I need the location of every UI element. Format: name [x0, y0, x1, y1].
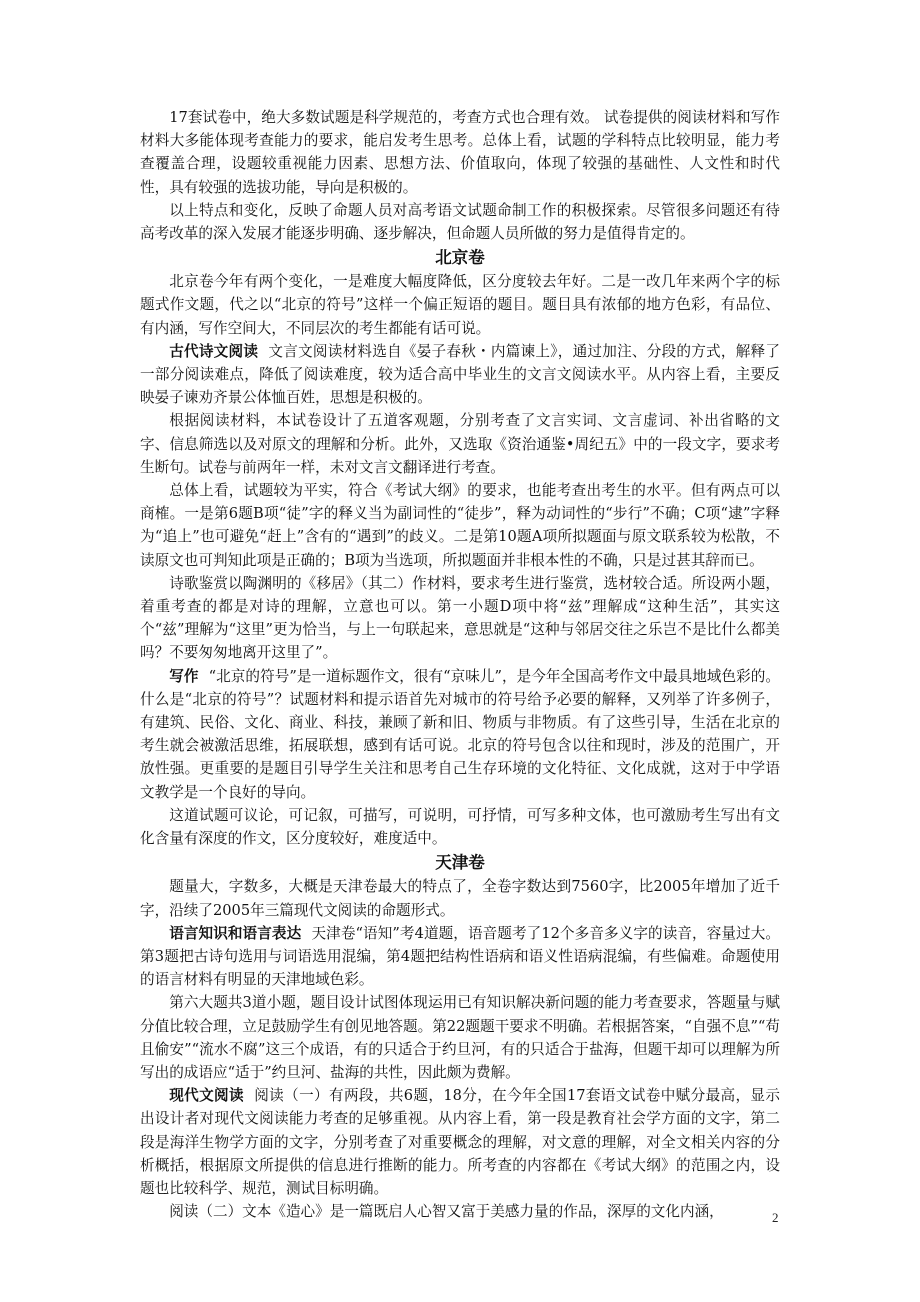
paragraph-text: 阅读（一）有两段，共6题，18分，在今年全国17套语文试卷中赋分最高，显示出设计者对现代文阅读能力考查的足够重视。从内容上看，第一段是教育社会学方面的文字，第二段是海洋生物学方面的文字，分别考查了对重要概念的理解，对文意的理解，对全文相关内容的分析概括，根据原文所提供的信息进行推断的能力。所考查的内容都在《考试大纲》的范围之内，设题也比较科学、规范，测试目标明确。	[140, 1087, 780, 1197]
paragraph-text: 阅读（二）文本《造心》是一篇既启人心智又富于美感力量的作品，深厚的文化内涵，	[169, 1203, 724, 1221]
section-heading: 天津卷	[435, 853, 485, 873]
paragraph	[140, 991, 780, 1084]
paragraph-text: 总体上看，试题较为平实，符合《考试大纲》的要求，也能考查出考生的水平。但有两点可以商榷。一是第6题B项“徒”字的释义当为副词性的“徒步”，释为动词性的“步行”不确；C项“逮”字释为“追上”也可避免“赶上”含有的“遇到”的歧义。二是第10题A项所拟题面与原文联系较为松散，不读原文也可判知此项是正确的；B项为当选项，所拟题面并非根本性的不确，只是过甚其辞而已。	[140, 482, 780, 569]
paragraph	[140, 572, 780, 665]
paragraph-text: 北京卷今年有两个变化，一是难度大幅度降低，区分度较去年好。二是一改几年来两个字的标题式作文题，代之以“北京的符号”这样一个偏正短语的题目。题目具有浓郁的地方色彩，有品位、有内涵，写作空间大，不同层次的考生都能有话可说。	[140, 273, 780, 337]
paragraph-text: 题量大，字数多，大概是天津卷最大的特点了，全卷字数达到7560字，比2005年增加了近千字，沿续了2005年三篇现代文阅读的命题形式。	[140, 878, 780, 919]
paragraph	[140, 1084, 780, 1200]
paragraph	[140, 340, 780, 410]
paragraph-lead-heading: 写作	[169, 667, 199, 685]
paragraph-text: 这道试题可议论，可记叙，可描写，可说明，可抒情，可写多种文体，也可激励考生写出有文化含量有深度的作文，区分度较好，难度适中。	[140, 806, 780, 848]
paragraph-text: 第六大题共3道小题，题目设计试图体现运用已有知识解决新问题的能力考查要求，答题量与赋分值比较合理，立足鼓励学生有创见地答题。第22题题干要求不明确。若根据答案，“自强不息”“苟且偷安”“流水不腐”这三个成语，有的只适合于约旦河，有的只适合于盐海，但题干却可以理解为所写出的成语应“适于”约旦河、盐海的共性，因此颇为费解。	[140, 994, 780, 1081]
paragraph-text: 17套试卷中，绝大多数试题是科学规范的，考查方式也合理有效。 试卷提供的阅读材料和写作材料大多能体现考查能力的要求，能启发考生思考。总体上看，试题的学科特点比较明显，能力考查覆盖合理，设题较重视能力因素、思想方法、价值取向，体现了较强的基础性、人文性和时代性，具有较强的选拔功能，导向是积极的。	[140, 109, 780, 196]
document-body	[140, 106, 780, 1223]
paragraph	[140, 804, 780, 850]
paragraph-text: 根据阅读材料，本试卷设计了五道客观题，分别考查了文言实词、文言虚词、补出省略的文字、信息筛选以及对原文的理解和分析。此外，又选取《资治通鉴•周纪五》中的一段文字，要求考生断句。试卷与前两年一样，未对文言文翻译进行考查。	[140, 412, 780, 476]
paragraph	[140, 922, 780, 992]
paragraph-lead-heading: 古代诗文阅读	[169, 342, 259, 360]
page-number: 2	[772, 1210, 779, 1225]
paragraph-text: 天津卷“语知”考4道题，语音题考了12个多音多义字的读音，容量过大。第3题把古诗句选用与词语选用混编，第4题把结构性语病和语义性语病混编，有些偏难。命题使用的语言材料有明显的天津地域色彩。	[140, 924, 780, 989]
paragraph-text: 诗歌鉴赏以陶渊明的《移居》（其二）作材料，要求考生进行鉴赏，选材较合适。所设两小题，着重考查的都是对诗的理解，立意也可以。第一小题D项中将“兹”理解成“这种生活”，其实这个“兹”理解为“这里”更为恰当，与上一句联起来，意思就是“这种与邻居交往之乐岂不是比什么都美吗？不要匆匆地离开这里了”。	[140, 574, 780, 662]
paragraph	[140, 106, 780, 199]
paragraph	[140, 199, 780, 245]
paragraph-text: “北京的符号”是一道标题作文，很有“京味儿”，是今年全国高考作文中最具地域色彩的。什么是“北京的符号”？试题材料和提示语首先对城市的符号给予必要的解释，又列举了许多例子，有建筑、民俗、文化、商业、科技，兼顾了新和旧、物质与非物质。有了这些引导，生活在北京的考生就会被激活思维，拓展联想，感到有话可说。北京的符号包含以往和现时，涉及的范围广，开放性强。更重要的是题目引导学生关注和思考自己生存环境的文化特征、文化成就，这对于中学语文教学是一个良好的导向。	[140, 667, 780, 801]
paragraph	[140, 1200, 780, 1223]
paragraph	[140, 270, 780, 340]
section-heading: 北京卷	[435, 248, 485, 268]
paragraph-text: 文言文阅读材料选自《晏子春秋・内篇谏上》，通过加注、分段的方式，解释了一部分阅读难点，降低了阅读难度，较为适合高中毕业生的文言文阅读水平。从内容上看，主要反映晏子谏劝齐景公体恤百姓，思想是积极的。	[140, 342, 780, 407]
paragraph	[140, 665, 780, 804]
paragraph-lead-heading: 现代文阅读	[169, 1087, 244, 1105]
paragraph	[140, 479, 780, 572]
paragraph-text: 以上特点和变化，反映了命题人员对高考语文试题命制工作的积极探索。尽管很多问题还有待高考改革的深入发展才能逐步明确、逐步解决，但命题人员所做的努力是值得肯定的。	[140, 201, 780, 243]
paragraph	[140, 409, 780, 479]
paragraph-lead-heading: 语言知识和语言表达	[169, 924, 302, 942]
paragraph	[140, 875, 780, 921]
